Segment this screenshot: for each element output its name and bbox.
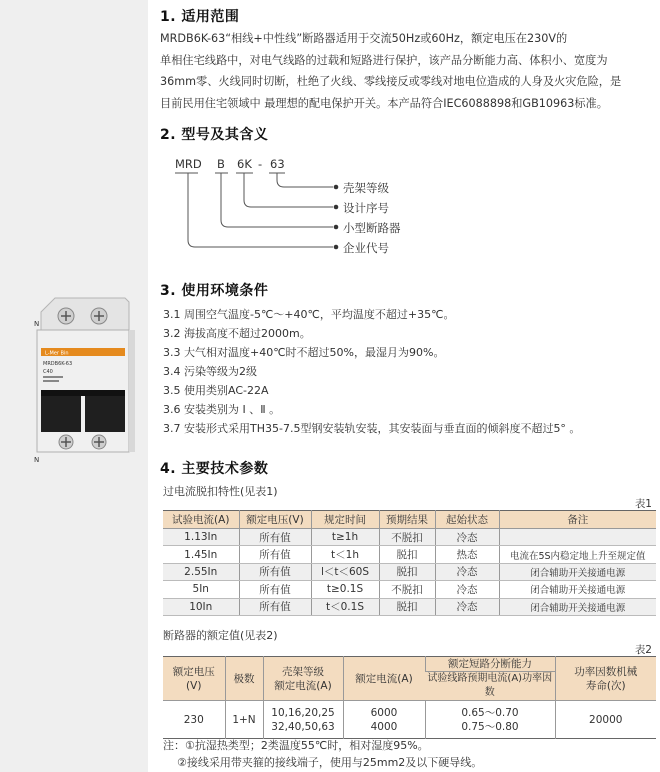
table-cell: 闭合辅助开关接通电源 (499, 563, 656, 580)
model-code-dash: - (258, 157, 263, 171)
scope-line: MRDB6K-63“相线+中性线”断路器适用于交流50Hz或60Hz，额定电压在230V的 (160, 32, 568, 45)
table-header-voltage (163, 657, 225, 701)
table-header-text: 寿命(次) (585, 679, 626, 692)
environment-item: 3.7 安装形式采用TH35-7.5型钢安装轨安装，其安装面与垂直面的倾斜度不超过5° 。 (163, 422, 581, 435)
section-title-params: 4. 主要技术参数 (160, 461, 269, 477)
model-label-mcb: 小型断路器 (343, 221, 401, 235)
model-label-company: 企业代号 (343, 241, 389, 255)
table-header-life (555, 657, 656, 701)
table-cell: 所有值 (239, 546, 311, 563)
table-header-text: 额定电压 (172, 665, 215, 678)
table-cell: t＜0.1S (311, 598, 379, 615)
table-cell: 脱扣 (379, 598, 435, 615)
table-header-cell: 预期结果 (379, 511, 435, 529)
model-label-frame: 壳架等级 (343, 181, 389, 195)
table-cell: 闭合辅助开关接通电源 (499, 581, 656, 598)
table-cell: 1.13In (163, 529, 239, 546)
brand-label: L-Mer Bin (45, 350, 69, 357)
model-code-part-frame: 63 (270, 157, 285, 171)
scope-line: 目前民用住宅领域中 最理想的配电保护开关。本产品符合IEC6088898和GB10963标准。 (160, 96, 608, 110)
toggle-right (85, 390, 125, 432)
model-label-design: 设计序号 (343, 201, 389, 215)
table-cell-poles: 1+N (225, 701, 263, 739)
table-cell-frame (263, 701, 343, 739)
table-cell-voltage: 230 (183, 713, 204, 726)
table2-tag: 表2 (634, 644, 652, 656)
section-title-model: 2. 型号及其含义 (160, 127, 269, 143)
table-cell-pf (425, 701, 555, 739)
table-cell: 不脱扣 (379, 529, 435, 546)
rated-values-table (163, 656, 656, 739)
table-cell: 2.55In (163, 563, 239, 580)
table-header-text: 壳架等级 (282, 665, 324, 678)
circuit-breaker-image (33, 290, 135, 470)
table-cell: 电流在5S内稳定地上升至规定值 (499, 546, 656, 563)
table-cell-text: 6000 (370, 706, 398, 719)
table-cell: l＜t＜60S (311, 563, 379, 580)
table-cell-text: 32,40,50,63 (271, 720, 335, 733)
scope-line: 单相住宅线路中，对电气线路的过载和短路进行保护，该产品分断能力高、体积小、宽度为 (160, 53, 608, 67)
table-row (163, 581, 656, 598)
table-cell: 闭合辅助开关接通电源 (499, 598, 656, 615)
section-title-environment: 3. 使用环境条件 (160, 283, 269, 299)
scope-line: 36mm零、火线同时切断，杜绝了火线、零线接反或零线对地电位造成的人身及火灾危险，是 (160, 75, 622, 88)
model-code-part-company: MRD (175, 157, 202, 171)
table-cell: 5In (163, 581, 239, 598)
table-cell: t≥1h (311, 529, 379, 546)
table-cell: 冷态 (435, 598, 499, 615)
scope-paragraph (160, 28, 656, 114)
table-header-breaking-sub: 试验线路预期电流(A)功率因数 (425, 672, 555, 701)
table-row (163, 563, 656, 580)
footnote-1: 注：①抗湿热类型；2类温度55℃时，相对湿度95%。 (163, 739, 429, 752)
model-code-part-series: 6K (237, 157, 252, 171)
table1-tag: 表1 (634, 498, 652, 510)
table-cell: 脱扣 (379, 546, 435, 563)
table-cell: 冷态 (435, 529, 499, 546)
environment-item: 3.4 污染等级为2级 (163, 365, 257, 378)
environment-item: 3.2 海拔高度不超过2000m。 (163, 327, 311, 340)
table-header-cell: 额定电压(V) (239, 511, 311, 529)
table-header-row (163, 511, 656, 529)
table-header-text: 功率因数机械 (574, 665, 638, 678)
table-cell: 所有值 (239, 529, 311, 546)
table-cell: t＜1h (311, 546, 379, 563)
environment-item: 3.3 大气相对温度+40℃时不超过50%，最湿月为90%。 (163, 346, 445, 359)
table-header-poles: 极数 (225, 657, 263, 701)
table-header-current: 额定电流(A) (343, 657, 425, 701)
table-cell: 热态 (435, 546, 499, 563)
table-header-frame (263, 657, 343, 701)
footnote-2: ②接线采用带夹箍的接线端子，使用与25mm2及以下硬导线。 (177, 756, 483, 769)
toggle-left (41, 390, 81, 432)
overcurrent-trip-table (163, 510, 656, 616)
table-cell: 不脱扣 (379, 581, 435, 598)
model-code-part-type: B (217, 157, 225, 171)
table-cell-text: 0.75～0.80 (461, 720, 519, 733)
table-header-breaking: 额定短路分断能力 (425, 657, 555, 672)
environment-item: 3.5 使用类别AC-22A (163, 384, 269, 397)
table-cell: 冷态 (435, 581, 499, 598)
table-row (163, 546, 656, 563)
table-cell: 10In (163, 598, 239, 615)
model-label: MRDB6K-63 (43, 361, 73, 367)
table-header-cell: 规定时间 (311, 511, 379, 529)
environment-item: 3.1 周围空气温度-5℃～+40℃，平均温度不超过+35℃。 (163, 308, 455, 321)
section-title-scope: 1. 适用范围 (160, 9, 240, 25)
table-row (163, 598, 656, 615)
table-cell-life: 20000 (555, 701, 656, 739)
table-cell: 冷态 (435, 563, 499, 580)
table-cell-text: 0.65～0.70 (461, 706, 519, 719)
bottom-pole-letter: N (34, 456, 40, 464)
rating-label: C40 (43, 369, 53, 375)
table-cell: 脱扣 (379, 563, 435, 580)
table2-caption: 断路器的额定值(见表2) (163, 629, 278, 642)
table-header-row (163, 657, 656, 672)
table-cell: t≥0.1S (311, 581, 379, 598)
table-cell-text: 4000 (370, 720, 398, 733)
top-pole-letter: N (34, 320, 40, 328)
table-cell: 所有值 (239, 581, 311, 598)
table-header-cell: 起始状态 (435, 511, 499, 529)
table-cell (499, 529, 656, 546)
product-panel (0, 0, 148, 772)
table-row (163, 529, 656, 546)
table-cell: 所有值 (239, 598, 311, 615)
table-header-cell: 试验电流(A) (163, 511, 239, 529)
environment-item: 3.6 安装类别为 Ⅰ 、Ⅱ 。 (163, 403, 281, 416)
table-cell: 1.45In (163, 546, 239, 563)
table1-caption: 过电流脱扣特性(见表1) (163, 485, 278, 498)
table-header-text: 额定电流(A) (274, 679, 332, 692)
table-header-text: (V) (186, 679, 202, 692)
table-cell-current (343, 701, 425, 739)
table-header-cell: 备注 (499, 511, 656, 529)
table-cell-text: 10,16,20,25 (271, 706, 335, 719)
table-row (163, 701, 656, 739)
table-cell: 所有值 (239, 563, 311, 580)
